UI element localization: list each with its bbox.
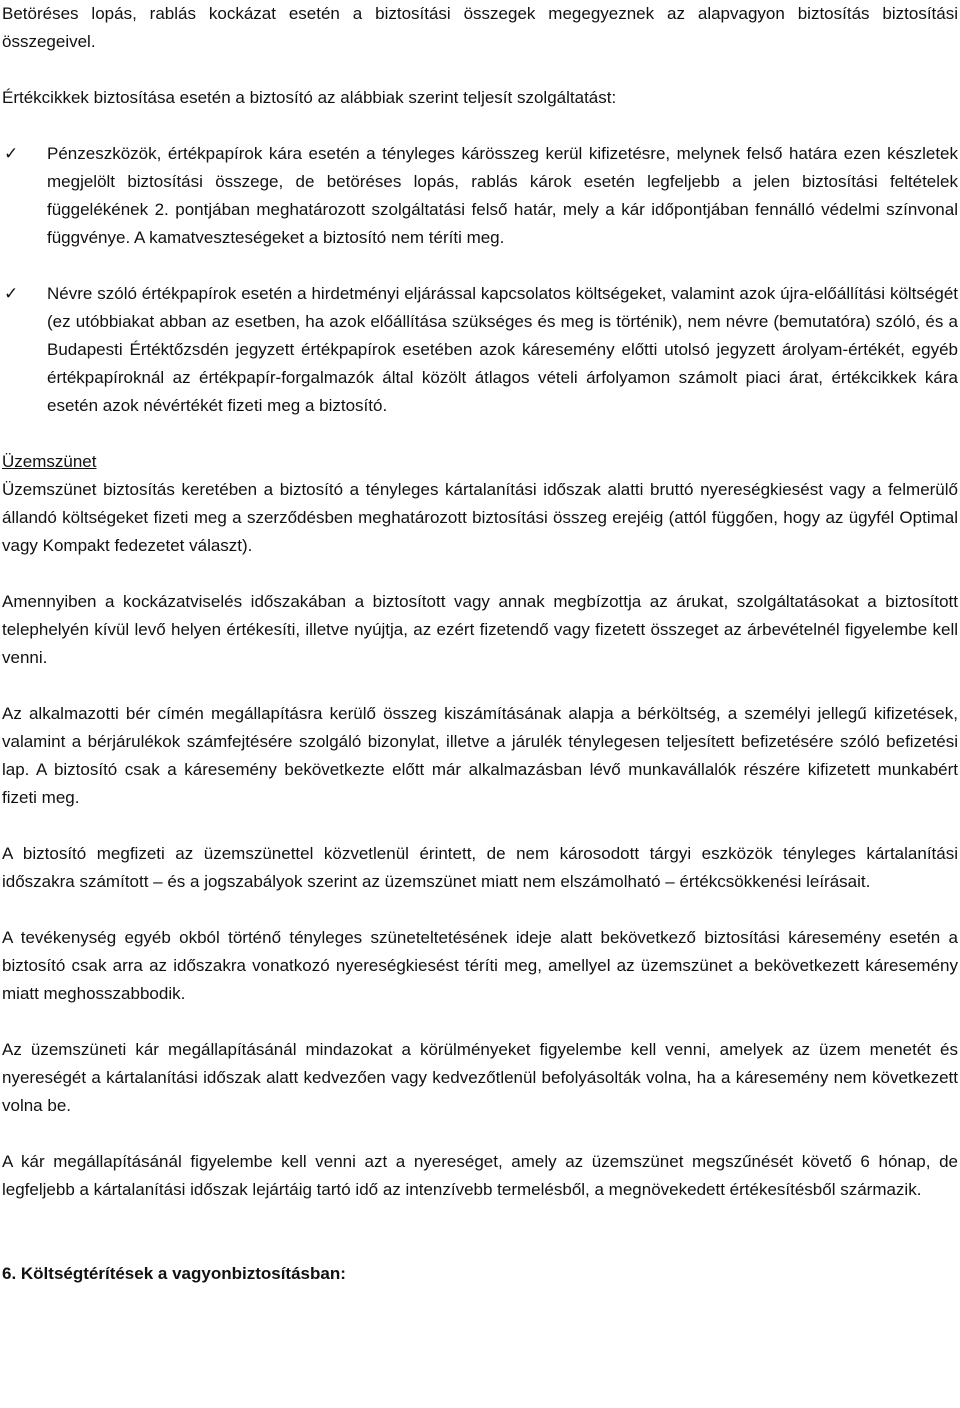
section-paragraph: A tevékenység egyéb okból történő tényleges szüneteltetésének ideje alatt bekövetkező biztosítási káresemény esetén a biztosító csak arra az időszakra vonatkozó nyereségkiesést téríti meg, amellyel az üzemszünet a bekövetkezett káresemény miatt meghosszabbodik. bbox=[2, 928, 958, 1003]
checkmark-icon: ✓ bbox=[4, 144, 19, 164]
intro-paragraph: Betöréses lopás, rablás kockázat esetén a biztosítási összegek megegyeznek az alapvagyon biztosítás biztosítási összegeivel. bbox=[2, 4, 958, 51]
lead-paragraph: Értékcikkek biztosítása esetén a biztosító az alábbiak szerint teljesít szolgáltatást: bbox=[2, 88, 617, 107]
section-paragraph: A biztosító megfizeti az üzemszünettel közvetlenül érintett, de nem károsodott tárgyi eszközök tényleges kártalanítási időszakra számított – és a jogszabályok szerint az üzemszünet miatt nem elszámolható – értékcsökkenési leírásait. bbox=[2, 844, 958, 891]
list-item bbox=[2, 140, 958, 252]
list-item bbox=[2, 280, 958, 420]
section-paragraph: Amennyiben a kockázatviselés időszakában a biztosított vagy annak megbízottja az árukat, szolgáltatásokat a biztosított telephelyén kívül levő helyen értékesíti, illetve nyújtja, az ezért fizetendő vagy fizetett összeget az árbevételnél figyelembe kell venni. bbox=[2, 592, 958, 667]
check-list bbox=[2, 140, 958, 420]
section-paragraph: Az üzemszüneti kár megállapításánál mindazokat a körülményeket figyelembe kell venni, amelyek az üzem menetét és nyereségét a kártalanítási időszak alatt kedvezően vagy kedvezőtlenül befolyásolták volna, ha a káresemény nem következett volna be. bbox=[2, 1040, 958, 1115]
numbered-heading: 6. Költségtérítések a vagyonbiztosításban: bbox=[2, 1264, 346, 1283]
list-item-text: Névre szóló értékpapírok esetén a hirdetményi eljárással kapcsolatos költségeket, valamint azok újra-előállítási költségét (ez utóbbiakat abban az esetben, ha azok előállítása szükséges és meg is történik), nem névre (bemutatóra) szóló, és a Budapesti Értéktőzsdén jegyzett értékpapírok esetében azok káresemény előtti utolsó jegyzett árolyam-értékét, egyéb értékpapíroknál az értékpapír-forgalmazók által közölt átlagos vételi árfolyamon számolt piaci árat, értékcikkek kára esetén azok névértékét fizeti meg a biztosító. bbox=[47, 284, 958, 415]
section-heading: Üzemszünet bbox=[2, 452, 97, 471]
section-paragraph: Üzemszünet biztosítás keretében a biztosító a tényleges kártalanítási időszak alatti bruttó nyereségkiesést vagy a felmerülő állandó költségeket fizeti meg a szerződésben meghatározott biztosítási összeg erejéig (attól függően, hogy az ügyfél Optimal vagy Kompakt fedezetet választ). bbox=[2, 480, 958, 555]
section-paragraph: A kár megállapításánál figyelembe kell venni azt a nyereséget, amely az üzemszünet megszűnését követő 6 hónap, de legfeljebb a kártalanítási időszak lejártáig tartó idő az intenzívebb termelésből, a megnövekedett értékesítésből származik. bbox=[2, 1152, 958, 1199]
list-item-text: Pénzeszközök, értékpapírok kára esetén a tényleges kárösszeg kerül kifizetésre, melynek felső határa ezen készletek megjelölt biztosítási összege, de betöréses lopás, rablás károk esetén legfeljebb a jelen biztosítási feltételek függelékének 2. pontjában meghatározott szolgáltatási felső határ, mely a kár időpontjában fennálló védelmi színvonal függvénye. A kamatveszteségeket a biztosító nem téríti meg. bbox=[47, 144, 958, 247]
checkmark-icon: ✓ bbox=[4, 284, 19, 304]
section-paragraph: Az alkalmazotti bér címén megállapításra kerülő összeg kiszámításának alapja a bérköltség, a személyi jellegű kifizetések, valamint a bérjárulékok számfejtésére szolgáló bizonylat, illetve a járulék ténylegesen teljesített befizetésére szóló befizetési lap. A biztosító csak a káresemény bekövetkezte előtt már alkalmazásban lévő munkavállalók részére kifizetett munkabért fizeti meg. bbox=[2, 704, 958, 807]
